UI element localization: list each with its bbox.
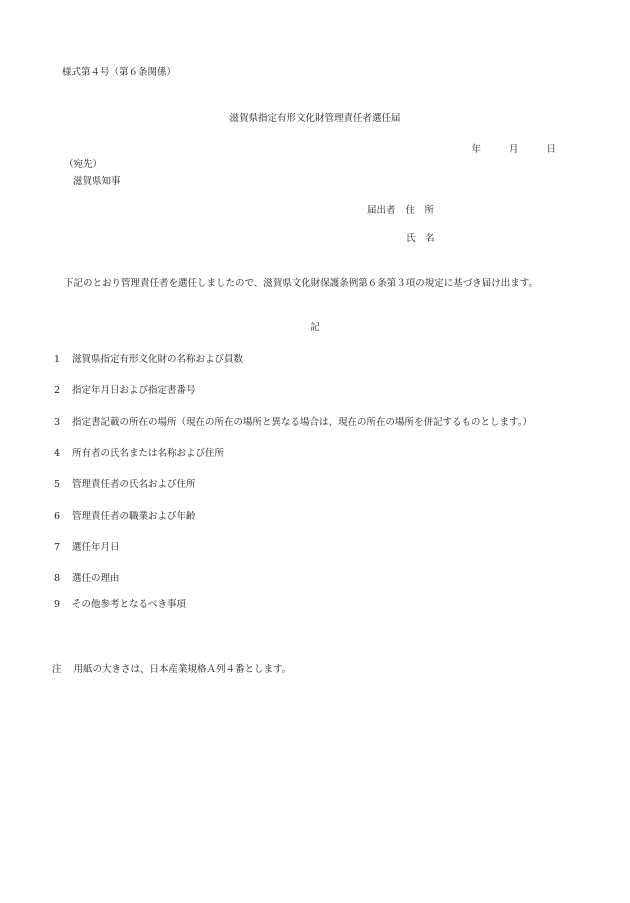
item-text: 管理責任者の職業および年齢	[72, 511, 196, 522]
item-number: 8	[54, 573, 61, 584]
footnote-label: 注	[52, 664, 62, 675]
form-number: 様式第４号（第６条関係）	[62, 67, 177, 78]
notifier-address-row	[367, 206, 434, 216]
item-text: その他参考となるべき事項	[72, 599, 187, 610]
item-text: 指定年月日および指定書番号	[72, 385, 196, 396]
ki-heading: 記	[310, 322, 320, 333]
item-text: 管理責任者の氏名および住所	[72, 479, 196, 490]
item-number: 4	[54, 448, 61, 459]
item-text: 所有者の氏名または名称および住所	[72, 448, 225, 459]
item-number: 5	[54, 479, 61, 490]
footnote-text: 用紙の大きさは、日本産業規格Ａ列４番とします。	[73, 664, 292, 675]
item-number: 7	[54, 542, 61, 553]
notifier-name-label: 氏 名	[406, 233, 435, 244]
footnote	[52, 665, 291, 675]
addressee-label: （宛先）	[64, 159, 103, 170]
list-item	[54, 543, 120, 553]
notifier-name-row	[406, 234, 435, 244]
item-text: 選任の理由	[72, 573, 120, 584]
month-label: 月	[508, 144, 519, 155]
list-item	[54, 600, 186, 610]
list-item	[54, 355, 243, 365]
item-number: 6	[54, 511, 61, 522]
year-label: 年	[471, 144, 481, 155]
document-title: 滋賀県指定有形文化財管理責任者選任届	[229, 113, 401, 124]
item-text: 指定書記載の所在の場所（現在の所在の場所と異なる場合は、現在の所在の場所を併記するものとします。）	[72, 417, 532, 428]
item-number: 2	[54, 385, 61, 396]
item-text: 滋賀県指定有形文化財の名称および員数	[72, 354, 244, 365]
item-text: 選任年月日	[72, 542, 120, 553]
item-number: 1	[54, 354, 61, 365]
addressee-name: 滋賀県知事	[73, 176, 121, 187]
date-line	[471, 145, 556, 155]
item-number: 9	[54, 599, 61, 610]
list-item	[54, 512, 196, 522]
list-item	[54, 574, 120, 584]
day-label: 日	[546, 144, 556, 155]
list-item	[54, 418, 532, 428]
item-number: 3	[54, 417, 61, 428]
list-item	[54, 449, 224, 459]
body-text: 下記のとおり管理責任者を選任しましたので、滋賀県文化財保護条例第６条第３項の規定に基づき届け出ます。	[64, 278, 539, 289]
notifier-label: 届出者	[367, 205, 396, 216]
list-item	[54, 480, 196, 490]
notifier-address-label: 住 所	[405, 205, 435, 216]
list-item	[54, 386, 196, 396]
